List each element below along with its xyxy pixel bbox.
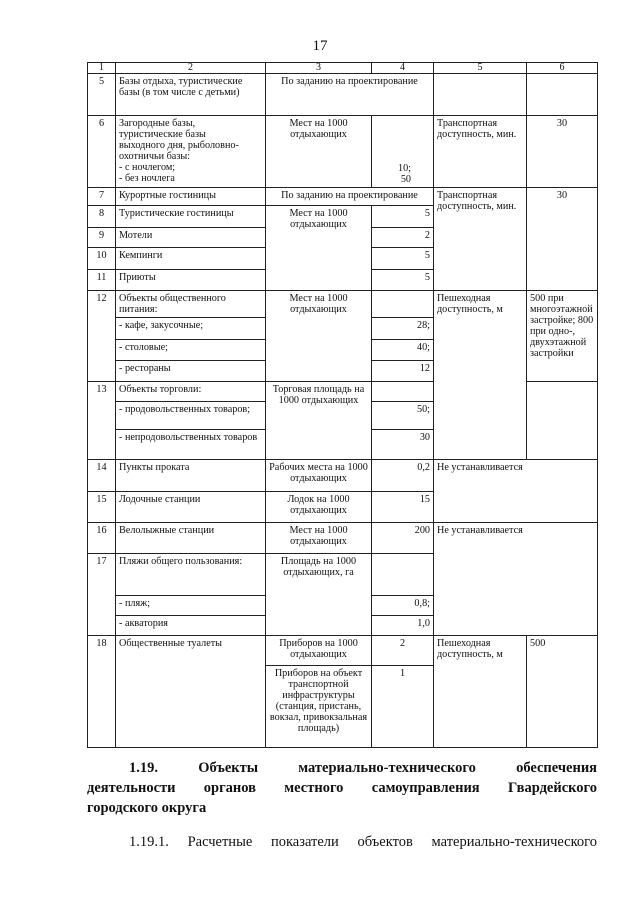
row-value: 5 [372, 248, 434, 270]
row-access: Пешеходная доступность, м [434, 291, 527, 460]
row-value: 1,0 [372, 616, 434, 636]
row-access: Транспортная доступность, мин. [434, 116, 527, 188]
row-access-value: 500 при многоэтажной застройке; 800 при одно-, двухэтажной застройки [527, 291, 598, 382]
row-spec: По заданию на проектирование [266, 74, 434, 116]
row-number: 8 [88, 206, 116, 228]
row-name: Объекты торговли: [116, 382, 266, 402]
table-row [88, 188, 598, 206]
row-name: Пляжи общего пользования: [116, 554, 266, 596]
page-number: 17 [312, 38, 328, 54]
header-cell: 3 [266, 63, 372, 74]
row-value: 50; [372, 402, 434, 430]
row-subitem: - пляж; [116, 596, 266, 616]
row-number: 18 [88, 636, 116, 748]
row-value: 0,8; [372, 596, 434, 616]
row-unit: Рабочих места на 1000 отдыхающих [266, 460, 372, 492]
section-heading-line-2: деятельности органов местного самоуправления Гвардейского [87, 780, 598, 796]
row-subitem: - рестораны [116, 361, 266, 382]
row-access-value: 30 [527, 188, 598, 291]
row-number: 6 [88, 116, 116, 188]
row-value: 0,2 [372, 460, 434, 492]
row-unit: Мест на 1000 отдыхающих [266, 116, 372, 188]
row-unit: Лодок на 1000 отдыхающих [266, 492, 372, 523]
paragraph-start: 1.19.1. Расчетные показатели объектов материально-технического [129, 834, 597, 850]
row-value: 28; [372, 318, 434, 340]
row-subitem: - непродовольственных товаров [116, 430, 266, 460]
row-value: 2 [372, 636, 434, 666]
row-value: 5 [372, 270, 434, 291]
row-number: 17 [88, 554, 116, 636]
row-unit: Мест на 1000 отдыхающих [266, 291, 372, 382]
row-subitem: - столовые; [116, 340, 266, 361]
row-number: 16 [88, 523, 116, 554]
row-access-value: 500 [527, 636, 598, 748]
row-number: 7 [88, 188, 116, 206]
row-access: Не устанавливается [434, 523, 598, 636]
header-cell: 5 [434, 63, 527, 74]
section-heading-line-1: 1.19. Объекты материально-технического обеспечения [129, 760, 598, 776]
table-row [88, 116, 598, 188]
row-subitem: - акватория [116, 616, 266, 636]
row-unit: Мест на 1000 отдыхающих [266, 523, 372, 554]
row-value: 200 [372, 523, 434, 554]
row-subitem: - кафе, закусочные; [116, 318, 266, 340]
row-number: 11 [88, 270, 116, 291]
row-name: Курортные гостиницы [116, 188, 266, 206]
row-value: 1 [372, 666, 434, 748]
row-name: Объекты общественного питания: [116, 291, 266, 318]
row-number: 10 [88, 248, 116, 270]
header-cell: 1 [88, 63, 116, 74]
row-value: 10; 50 [372, 116, 434, 188]
row-access: Транспортная доступность, мин. [434, 188, 527, 291]
table-row [88, 460, 598, 492]
table-row [88, 74, 598, 116]
header-cell: 4 [372, 63, 434, 74]
table-row [88, 291, 598, 318]
table-header-row [88, 63, 598, 74]
row-access-value: 30 [527, 116, 598, 188]
row-value: 15 [372, 492, 434, 523]
row-unit: Приборов на объект транспортной инфраструктуры (станция, пристань, вокзал, привокзальная площадь) [266, 666, 372, 748]
row-number: 9 [88, 228, 116, 248]
section-heading-line-3: городского округа [87, 800, 207, 816]
table-row [88, 636, 598, 666]
row-number: 15 [88, 492, 116, 523]
row-value: 2 [372, 228, 434, 248]
standards-table [87, 62, 598, 748]
row-subitem: - продовольственных товаров; [116, 402, 266, 430]
row-name: Туристические гостиницы [116, 206, 266, 228]
row-value: 5 [372, 206, 434, 228]
row-name: Кемпинги [116, 248, 266, 270]
row-unit: Приборов на 1000 отдыхающих [266, 636, 372, 666]
row-access: Не устанавливается [434, 460, 598, 523]
row-unit: Мест на 1000 отдыхающих [266, 206, 372, 291]
row-name: Загородные базы, туристические базы выходного дня, рыболовно- охотничьи базы: - с ночлегом; - без ночлега [116, 116, 266, 188]
row-name: Пункты проката [116, 460, 266, 492]
row-name: Базы отдыха, туристические базы (в том числе с детьми) [116, 74, 266, 116]
row-number: 14 [88, 460, 116, 492]
row-value: 30 [372, 430, 434, 460]
row-name: Общественные туалеты [116, 636, 266, 748]
row-name: Мотели [116, 228, 266, 248]
row-unit: Площадь на 1000 отдыхающих, га [266, 554, 372, 636]
row-value: 12 [372, 361, 434, 382]
row-name: Велолыжные станции [116, 523, 266, 554]
row-access: Пешеходная доступность, м [434, 636, 527, 748]
row-name: Приюты [116, 270, 266, 291]
row-value: 40; [372, 340, 434, 361]
row-number: 13 [88, 382, 116, 460]
row-number: 5 [88, 74, 116, 116]
header-cell: 6 [527, 63, 598, 74]
row-spec: По заданию на проектирование [266, 188, 434, 206]
row-name: Лодочные станции [116, 492, 266, 523]
row-number: 12 [88, 291, 116, 382]
row-unit: Торговая площадь на 1000 отдыхающих [266, 382, 372, 460]
header-cell: 2 [116, 63, 266, 74]
table-row [88, 523, 598, 554]
